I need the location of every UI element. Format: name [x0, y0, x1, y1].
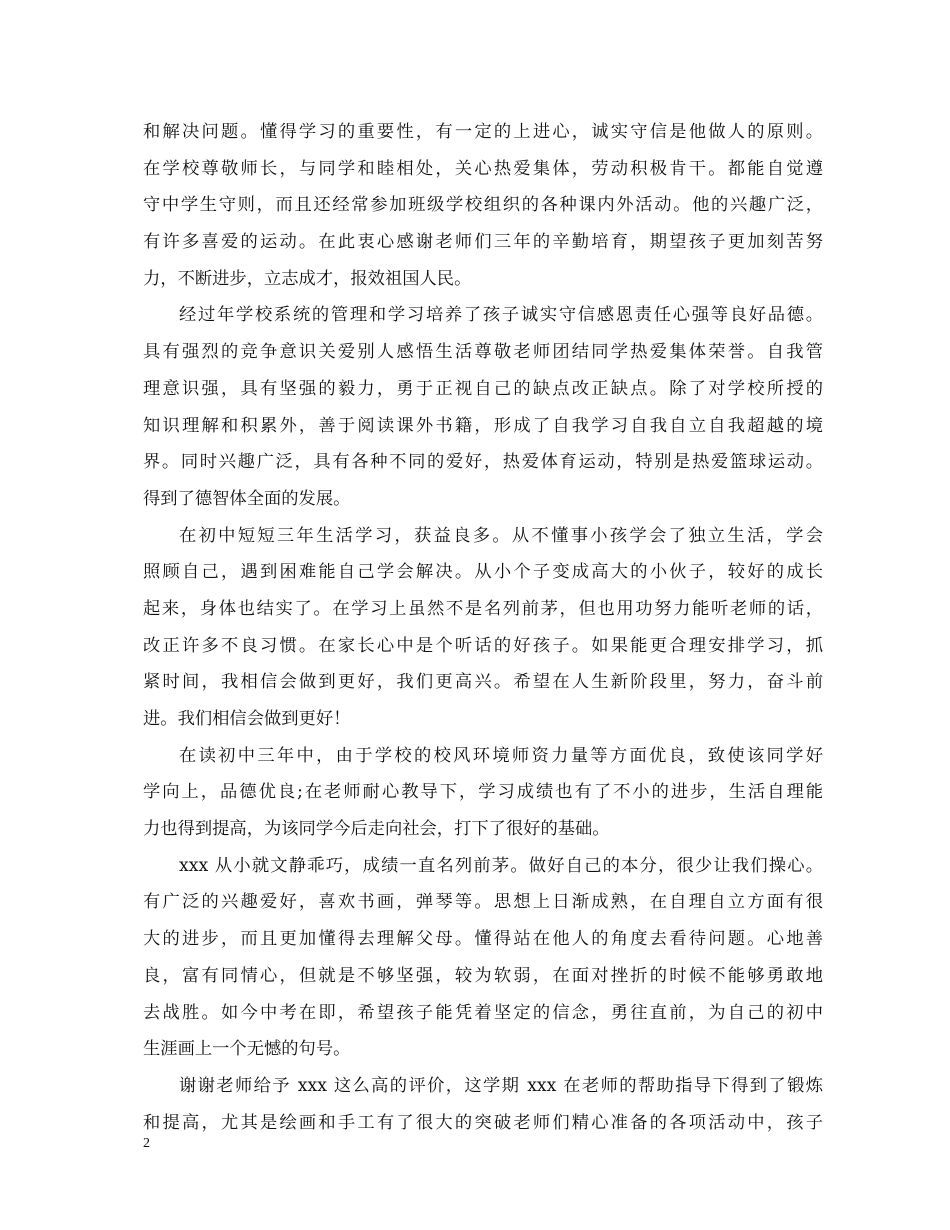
text-line: 紧时间，我相信会做到更好，我们更高兴。希望在人生新阶段里，努力，奋斗前	[143, 672, 823, 693]
text-line: 照顾自己，遇到困难能自己学会解决。从小个子变成高大的小伙子，较好的成长	[143, 562, 823, 583]
text-line: 改正许多不良习惯。在家长心中是个听话的好孩子。如果能更合理安排学习，抓	[143, 635, 823, 656]
text-line: 谢谢老师给予 xxx 这么高的评价，这学期 xxx 在老师的帮助指导下得到了锻炼	[179, 1075, 823, 1096]
text-line: 界。同时兴趣广泛，具有各种不同的爱好，热爱体育运动，特别是热爱篮球运动。	[143, 452, 823, 473]
text-line: 大的进步，而且更加懂得去理解父母。懂得站在他人的角度去看待问题。心地善	[143, 929, 823, 950]
text-line: 有广泛的兴趣爱好，喜欢书画，弹琴等。思想上日渐成熟，在自理自立方面有很	[143, 892, 823, 913]
text-line: 在学校尊敬师长，与同学和睦相处，关心热爱集体，劳动积极肯干。都能自觉遵	[143, 158, 823, 179]
text-line: 经过年学校系统的管理和学习培养了孩子诚实守信感恩责任心强等良好品德。	[179, 305, 823, 326]
text-line: 进。我们相信会做到更好！	[143, 709, 351, 729]
text-line: 有许多喜爱的运动。在此衷心感谢老师们三年的辛勤培育，期望孩子更加刻苦努	[143, 232, 823, 253]
text-line: 得到了德智体全面的发展。	[143, 488, 351, 509]
text-line: 良，富有同情心，但就是不够坚强，较为软弱，在面对挫折的时候不能够勇敢地	[143, 965, 823, 986]
text-line: 在读初中三年中，由于学校的校风环境师资力量等方面优良，致使该同学好	[179, 745, 823, 766]
text-line: 理意识强，具有坚强的毅力，勇于正视自己的缺点改正缺点。除了对学校所授的	[143, 378, 823, 399]
text-line: 力也得到提高，为该同学今后走向社会，打下了很好的基础。	[143, 819, 610, 840]
text-line: 和提高，尤其是绘画和手工有了很大的突破老师们精心准备的各项活动中，孩子	[143, 1112, 823, 1133]
text-line: 具有强烈的竞争意识关爱别人感悟生活尊敬老师团结同学热爱集体荣誉。自我管	[143, 342, 823, 363]
page-number: 2	[143, 1136, 150, 1151]
text-line: 在初中短短三年生活学习，获益良多。从不懂事小孩学会了独立生活，学会	[179, 525, 823, 546]
text-line: 守中学生守则，而且还经常参加班级学校组织的各种课内外活动。他的兴趣广泛，	[143, 195, 823, 216]
text-line: 去战胜。如今中考在即，希望孩子能凭着坚定的信念，勇往直前，为自己的初中	[143, 1002, 823, 1023]
text-line: 力，不断进步，立志成才，报效祖国人民。	[143, 268, 472, 289]
text-line: 和解决问题。懂得学习的重要性，有一定的上进心，诚实守信是他做人的原则。	[143, 122, 823, 142]
text-line: 学向上，品德优良;在老师耐心教导下，学习成绩也有了不小的进步，生活自理能	[143, 782, 823, 803]
text-line: 生涯画上一个无憾的句号。	[143, 1039, 351, 1060]
text-line: 知识理解和积累外，善于阅读课外书籍，形成了自我学习自我自立自我超越的境	[143, 415, 823, 436]
text-line: 起来，身体也结实了。在学习上虽然不是名列前茅，但也用功努力能听老师的话，	[143, 598, 823, 619]
document-body	[143, 114, 823, 1141]
text-line: xxx 从小就文静乖巧，成绩一直名列前茅。做好自己的本分，很少让我们操心。	[179, 855, 823, 876]
